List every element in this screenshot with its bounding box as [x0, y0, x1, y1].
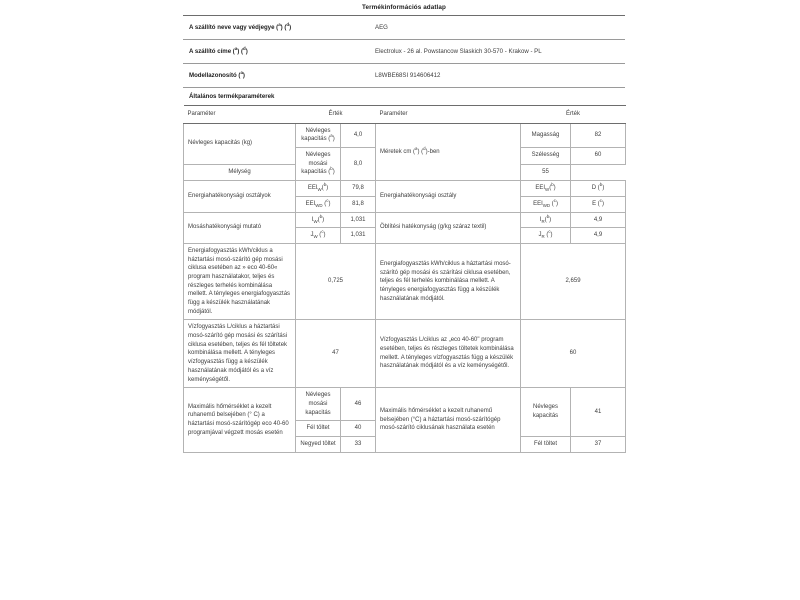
header-value-left: Érték [296, 106, 376, 124]
table-row [184, 388, 626, 421]
model-identifier-label: Modellazonosító ($^a$) [189, 69, 245, 79]
efficiency-index-name-eeiw: $EEI_W(^b)$ [296, 181, 341, 197]
energy-consumption-washdry-value: 2,659 [521, 243, 626, 320]
rinsing-index-name-ir: $I_R(^b)$ [521, 212, 571, 228]
dimension-name-height: Magasság [521, 123, 571, 147]
energy-consumption-washdry-text: Energiafogyasztás kWh/ciklus a háztartási mosó-szárító gép mosási és szárítási ciklusa esetében, teljes és fél terhelés kombinálása mellett. A tényleges energiafogyasztás függ a készülék használatának módjától. [376, 243, 521, 320]
max-temperature-washdry-text: Maximális hőmérséklet a kezelt ruhanemű belsejében (°C) a háztartási mosó-szárítógép mosó-szárító ciklusának használata esetén [376, 388, 521, 452]
max-temp-wash-value-0: 46 [341, 388, 376, 421]
max-temp-wash-name-0: Névleges mosási kapacitás [296, 388, 341, 421]
max-temp-wash-value-2: 33 [341, 436, 376, 452]
efficiency-class-value-eeiwd: E ($^c$) [571, 196, 626, 212]
efficiency-classes-label: Energiahatékonysági osztályok [184, 181, 296, 212]
rinsing-index-name-jr: $J_R$ ($^c$) [521, 228, 571, 244]
capacity-sub-name-0: Névleges kapacitás ($^a$) [296, 123, 341, 147]
table-row [184, 243, 626, 320]
rinsing-index-value-jr: 4,9 [571, 228, 626, 244]
page-title: Termékinformációs adatlap [362, 4, 446, 11]
model-identifier-value: L8WBE68SI 914606412 [375, 72, 441, 79]
max-temp-washdry-name-1: Fél töltet [521, 436, 571, 452]
table-row [184, 212, 626, 228]
water-consumption-washdry-text: Vízfogyasztás L/ciklus a háztartási mosó-szárító gép mosási és szárítási ciklusa esetében, teljes és fél töltetek kombinálása mellett. A tényleges vízfogyasztás függ a készülék használatának módjától és a víz keménységétől. [184, 320, 296, 388]
water-consumption-eco-text: Vízfogyasztás L/ciklus az „eco 40-60" program esetében, teljes és részleges töltetek kombinálása mellett. A tényleges vízfogyasztás függ a készülék használatának módjától és a víz keménységétől. [376, 320, 521, 388]
water-consumption-eco-value: 60 [521, 320, 626, 388]
header-parameter-right: Paraméter [376, 106, 521, 124]
header-parameter-left: Paraméter [184, 106, 296, 124]
max-temperature-wash-text: Maximális hőmérséklet a kezelt ruhanemű belsejében (° C) a háztartási mosó-szárítógép eco 40-60 programjával végzett mosás esetén [184, 388, 296, 452]
efficiency-index-value-eeiw: 79,8 [341, 181, 376, 197]
efficiency-index-value-eeiwd: 81,8 [341, 196, 376, 212]
supplier-address-row [183, 40, 625, 63]
efficiency-class-label: Energiahatékonysági osztály [376, 181, 521, 212]
max-temp-washdry-value-0: 41 [571, 388, 626, 437]
dimension-value-width: 60 [571, 148, 626, 165]
energy-consumption-wash-text: Energiafogyasztás kWh/ciklus a háztartási mosó-szárító gép mosási ciklusa esetében az » eco 40-60« program használatakor, teljes és részleges terhelés kombinálása mellett. A tényleges energiafogyasztás függ a készülék használatának módjától. [184, 243, 296, 320]
washing-index-value-iw: 1,031 [341, 212, 376, 228]
capacity-sub-value-0: 4,0 [341, 123, 376, 147]
max-temp-washdry-name-0: Névleges kapacitás [521, 388, 571, 437]
table-row [184, 320, 626, 388]
washing-index-value-jw: 1,031 [341, 228, 376, 244]
supplier-name-label: A szállító neve vagy védjegye ($^a$) ($^d$) [189, 21, 292, 31]
rinsing-index-value-ir: 4,9 [571, 212, 626, 228]
product-information-sheet [183, 0, 625, 453]
general-parameters-table [183, 105, 626, 453]
dimension-name-depth: Mélység [184, 164, 296, 181]
energy-consumption-wash-value: 0,725 [296, 243, 376, 320]
capacity-sub-value-1: 8,0 [341, 148, 376, 181]
dimension-name-width: Szélesség [521, 148, 571, 165]
washing-index-name-iw: $I_W(^b)$ [296, 212, 341, 228]
table-row [184, 181, 626, 197]
section-heading-general-parameters: Általános termékparaméterek [189, 93, 275, 100]
efficiency-class-value-eeiw: D ($^b$) [571, 181, 626, 197]
supplier-name-row [183, 16, 625, 39]
supplier-address-value: Electrolux - 26 al. Powstancow Slaskich 30-570 - Krakow - PL [375, 48, 542, 55]
max-temp-washdry-value-1: 37 [571, 436, 626, 452]
capacity-sub-name-1: Névleges mosási kapacitás ($^b$) [296, 148, 341, 181]
table-header-row [184, 106, 626, 124]
supplier-address-label: A szállító címe ($^a$) ($^d$) [189, 45, 248, 55]
max-temp-wash-value-1: 40 [341, 421, 376, 437]
dimension-value-height: 82 [571, 123, 626, 147]
washing-efficiency-label: Mosáshatékonysági mutató [184, 212, 296, 243]
dimensions-label: Méretek cm ($^a$) ($^d$)-ben [376, 123, 521, 180]
dimension-value-depth: 55 [521, 164, 571, 181]
washing-index-name-jw: $J_W$ ($^c$) [296, 228, 341, 244]
efficiency-class-name-eeiwd: $EEI_{WD}$ ($^c$) [521, 196, 571, 212]
max-temp-wash-name-2: Negyed töltet [296, 436, 341, 452]
max-temp-wash-name-1: Fél töltet [296, 421, 341, 437]
water-consumption-washdry-value: 47 [296, 320, 376, 388]
capacity-label: Névleges kapacitás (kg) [184, 123, 296, 164]
efficiency-class-name-eeiw: $EEI_W(^b)$ [521, 181, 571, 197]
header-value-right: Érték [521, 106, 626, 124]
table-row [184, 123, 626, 147]
model-identifier-row [183, 64, 625, 87]
efficiency-index-name-eeiwd: $EEI_{WD}$ ($^c$) [296, 196, 341, 212]
rinsing-efficiency-label: Öblítési hatékonyság (g/kg száraz textil) [376, 212, 521, 243]
supplier-name-value: AEG [375, 24, 388, 31]
